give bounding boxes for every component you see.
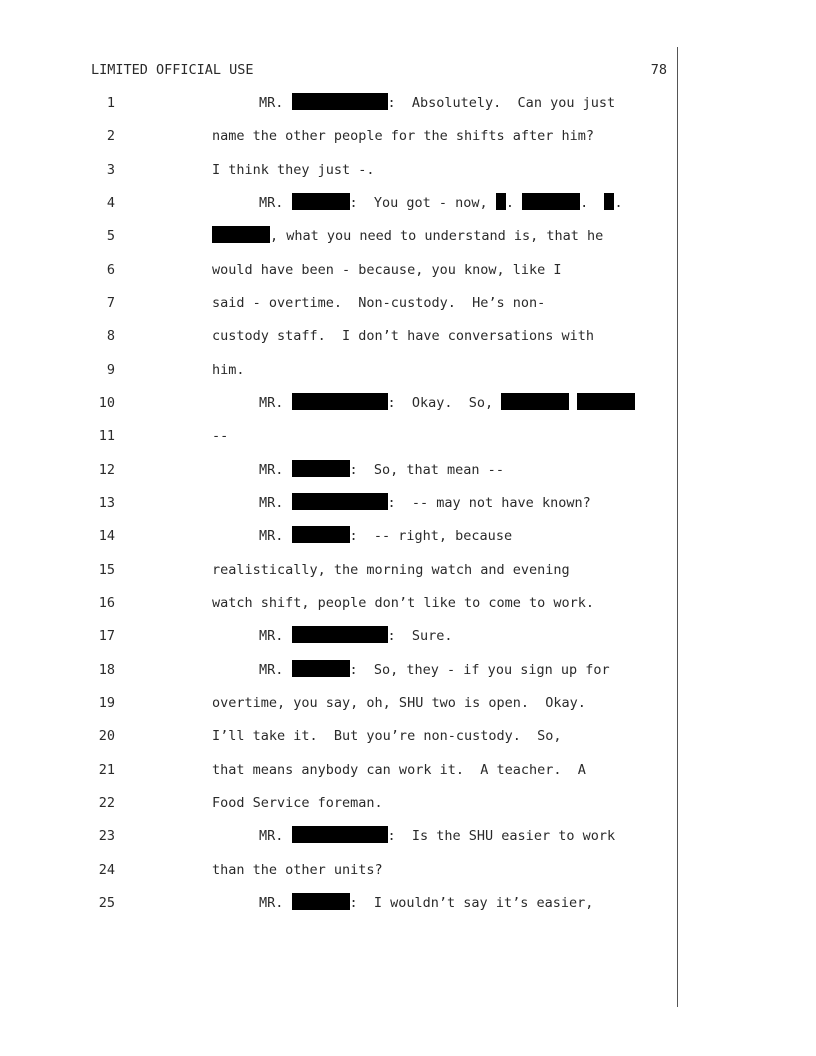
transcript-line: [0, 358, 816, 382]
line-text: would have been - because, you know, like I: [212, 262, 562, 278]
line-number: 2: [106, 128, 115, 144]
transcript-line: [0, 324, 816, 348]
line-number: 5: [106, 228, 115, 244]
redaction-box: [292, 660, 350, 677]
redaction-box: [292, 893, 350, 910]
line-text: than the other units?: [212, 862, 383, 878]
line-number: 17: [98, 628, 115, 644]
line-text: that means anybody can work it. A teacher. A: [212, 762, 586, 778]
line-text: MR. : I wouldn’t say it’s easier,: [259, 895, 594, 911]
line-number: 3: [106, 162, 115, 178]
transcript-line: [0, 424, 816, 448]
transcript-line: [0, 124, 816, 148]
redaction-box: [292, 193, 350, 210]
line-number: 1: [106, 95, 115, 111]
redaction-box: [501, 393, 569, 410]
line-number: 4: [106, 195, 115, 211]
redaction-box: [292, 393, 388, 410]
redaction-box: [496, 193, 506, 210]
line-number: 12: [98, 462, 115, 478]
transcript-line: [0, 724, 816, 748]
line-number: 19: [98, 695, 115, 711]
transcript-line: [0, 458, 816, 482]
redaction-box: [292, 826, 388, 843]
transcript-line: [0, 624, 816, 648]
transcript-line: [0, 691, 816, 715]
line-number: 21: [98, 762, 115, 778]
transcript-line: [0, 791, 816, 815]
transcript-line: [0, 391, 816, 415]
transcript-line: [0, 91, 816, 115]
line-text: MR. : So, that mean --: [259, 462, 504, 478]
line-number: 8: [106, 328, 115, 344]
transcript-line: [0, 524, 816, 548]
line-number: 20: [98, 728, 115, 744]
line-text: , what you need to understand is, that he: [212, 224, 603, 248]
redaction-box: [292, 626, 388, 643]
transcript-line: [0, 224, 816, 248]
line-number: 10: [98, 395, 115, 411]
line-number: 18: [98, 662, 115, 678]
transcript-line: [0, 824, 816, 848]
redaction-box: [604, 193, 614, 210]
line-text: MR. : Is the SHU easier to work: [259, 828, 616, 844]
line-text: realistically, the morning watch and evening: [212, 562, 570, 578]
transcript-line: [0, 258, 816, 282]
line-number: 6: [106, 262, 115, 278]
page-number: 78: [650, 62, 667, 78]
line-text: MR. : -- right, because: [259, 528, 513, 544]
redaction-box: [292, 526, 350, 543]
line-number: 24: [98, 862, 115, 878]
line-number: 22: [98, 795, 115, 811]
line-text: MR. : Absolutely. Can you just: [259, 95, 616, 111]
transcript-line: [0, 558, 816, 582]
transcript-line: [0, 191, 816, 215]
line-text: MR. : So, they - if you sign up for: [259, 662, 610, 678]
transcript-line: [0, 591, 816, 615]
line-text: MR. : You got - now, . . .: [259, 195, 623, 211]
redaction-box: [292, 460, 350, 477]
line-text: MR. : -- may not have known?: [259, 495, 591, 511]
line-text: him.: [212, 362, 245, 378]
redaction-box: [292, 493, 388, 510]
line-number: 14: [98, 528, 115, 544]
line-text: I’ll take it. But you’re non-custody. So,: [212, 728, 562, 744]
line-text: MR. : Okay. So,: [259, 391, 635, 415]
line-text: overtime, you say, oh, SHU two is open. Okay.: [212, 695, 586, 711]
transcript-line: [0, 891, 816, 915]
line-number: 15: [98, 562, 115, 578]
line-number: 13: [98, 495, 115, 511]
redaction-box: [212, 226, 270, 243]
line-number: 9: [106, 362, 115, 378]
line-text: I think they just -.: [212, 162, 375, 178]
line-text: custody staff. I don’t have conversations with: [212, 328, 595, 344]
transcript-line: [0, 291, 816, 315]
redaction-box: [577, 393, 635, 410]
line-number: 11: [98, 428, 115, 444]
line-number: 23: [98, 828, 115, 844]
transcript-line: [0, 658, 816, 682]
line-text: watch shift, people don’t like to come to work.: [212, 595, 595, 611]
classification-header: LIMITED OFFICIAL USE: [91, 62, 254, 78]
transcript-line: [0, 158, 816, 182]
line-text: --: [212, 428, 229, 444]
line-number: 7: [106, 295, 115, 311]
transcript-line: [0, 491, 816, 515]
line-text: MR. : Sure.: [259, 628, 453, 644]
line-number: 25: [98, 895, 115, 911]
line-text: name the other people for the shifts after him?: [212, 128, 595, 144]
redaction-box: [522, 193, 580, 210]
transcript-line: [0, 758, 816, 782]
transcript-line: [0, 858, 816, 882]
line-number: 16: [98, 595, 115, 611]
line-text: Food Service foreman.: [212, 795, 383, 811]
redaction-box: [292, 93, 388, 110]
line-text: said - overtime. Non-custody. He’s non-: [212, 295, 546, 311]
